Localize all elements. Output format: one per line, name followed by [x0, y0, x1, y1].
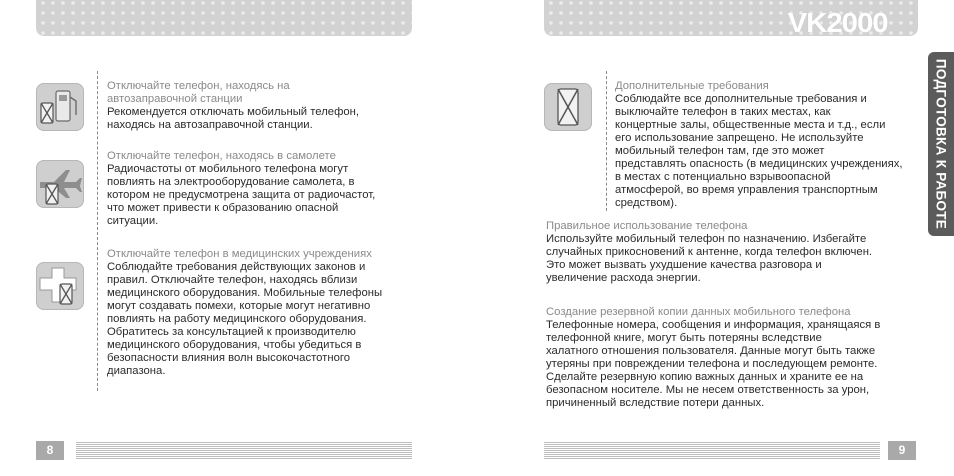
top-header-bar-left [36, 0, 412, 36]
section-additional-requirements [615, 80, 919, 210]
chapter-side-tab [928, 52, 954, 236]
section-heading: Отключайте телефон в медицинских учреждениях [107, 248, 372, 260]
section-medical [107, 248, 411, 378]
section-gas-station [107, 80, 411, 132]
section-airplane [107, 150, 411, 228]
chapter-side-tab-label: ПОДГОТОВКА К РАБОТЕ [933, 58, 949, 230]
brand-logo: VK2000 [787, 7, 888, 38]
section-heading: Создание резервной копии данных мобильного телефона [546, 306, 851, 318]
section-heading: Дополнительные требования [615, 80, 769, 92]
section-body: Телефонные номера, сообщения и информация, хранящаяся в телефонной книге, могут быть потеряны вследствие халатного отношения пользователя. Данные могут быть также утеряны при повреждении телефона и последующем ремонте. Сделайте резервную копию важных данных и храните ее на безопасном носителе. Мы не несем ответственность за урон, причиненный вследствие потери данных. [546, 319, 881, 409]
section-body: Радиочастоты от мобильного телефона могут повлиять на электрооборудование самолета, в котором не предусмотрена защита от радиочастот, что может привести к образованию опасной ситуации. [107, 163, 376, 227]
section-body: Соблюдайте требования действующих законов и правил. Отключайте телефон, находясь вблизи медицинского оборудования. Мобильные телефоны могут создавать помехи, которые могут негативно повлиять на работу медицинского оборудования. Обратитесь за консультацией к производителю медицинского оборудования, чтобы убедиться в безопасности влияния волн высокочастотного диапазона. [107, 261, 383, 377]
section-heading: Правильное использование телефона [546, 220, 748, 232]
page-number-right: 9 [888, 441, 916, 460]
section-heading: Отключайте телефон, находясь на автозаправочной станции [107, 80, 290, 105]
page-number-left: 8 [36, 441, 64, 460]
right-column-rule [606, 71, 607, 211]
footer-bar-right [544, 441, 880, 460]
medical-cross-icon [36, 262, 84, 310]
section-backup [546, 306, 920, 410]
section-body: Рекомендуется отключать мобильный телефон, находясь на автозаправочной станции. [107, 106, 360, 131]
section-body: Используйте мобильный телефон по назначению. Избегайте случайных прикосновений к антенне, когда телефон включен. Это может вызвать ухудшение качества разговора и увеличение расхода энергии. [546, 233, 873, 284]
section-heading: Отключайте телефон, находясь в самолете [107, 150, 336, 162]
phone-prohibited-icon [544, 83, 592, 131]
footer-bar-left [76, 441, 412, 460]
fuel-pump-icon [36, 83, 84, 131]
section-proper-use [546, 220, 920, 285]
left-column-rule [97, 71, 98, 391]
airplane-icon [36, 160, 84, 208]
section-body: Соблюдайте все дополнительные требования и выключайте телефон в таких местах, как концертные залы, общественные места и т.д., если его использование запрещено. Не используйте мобильный телефон там, где это может представлять опасность (в медицинских учреждениях, в местах с потенциально взрывоопасной атмосферой, во время управления транспортным средством). [615, 93, 903, 209]
